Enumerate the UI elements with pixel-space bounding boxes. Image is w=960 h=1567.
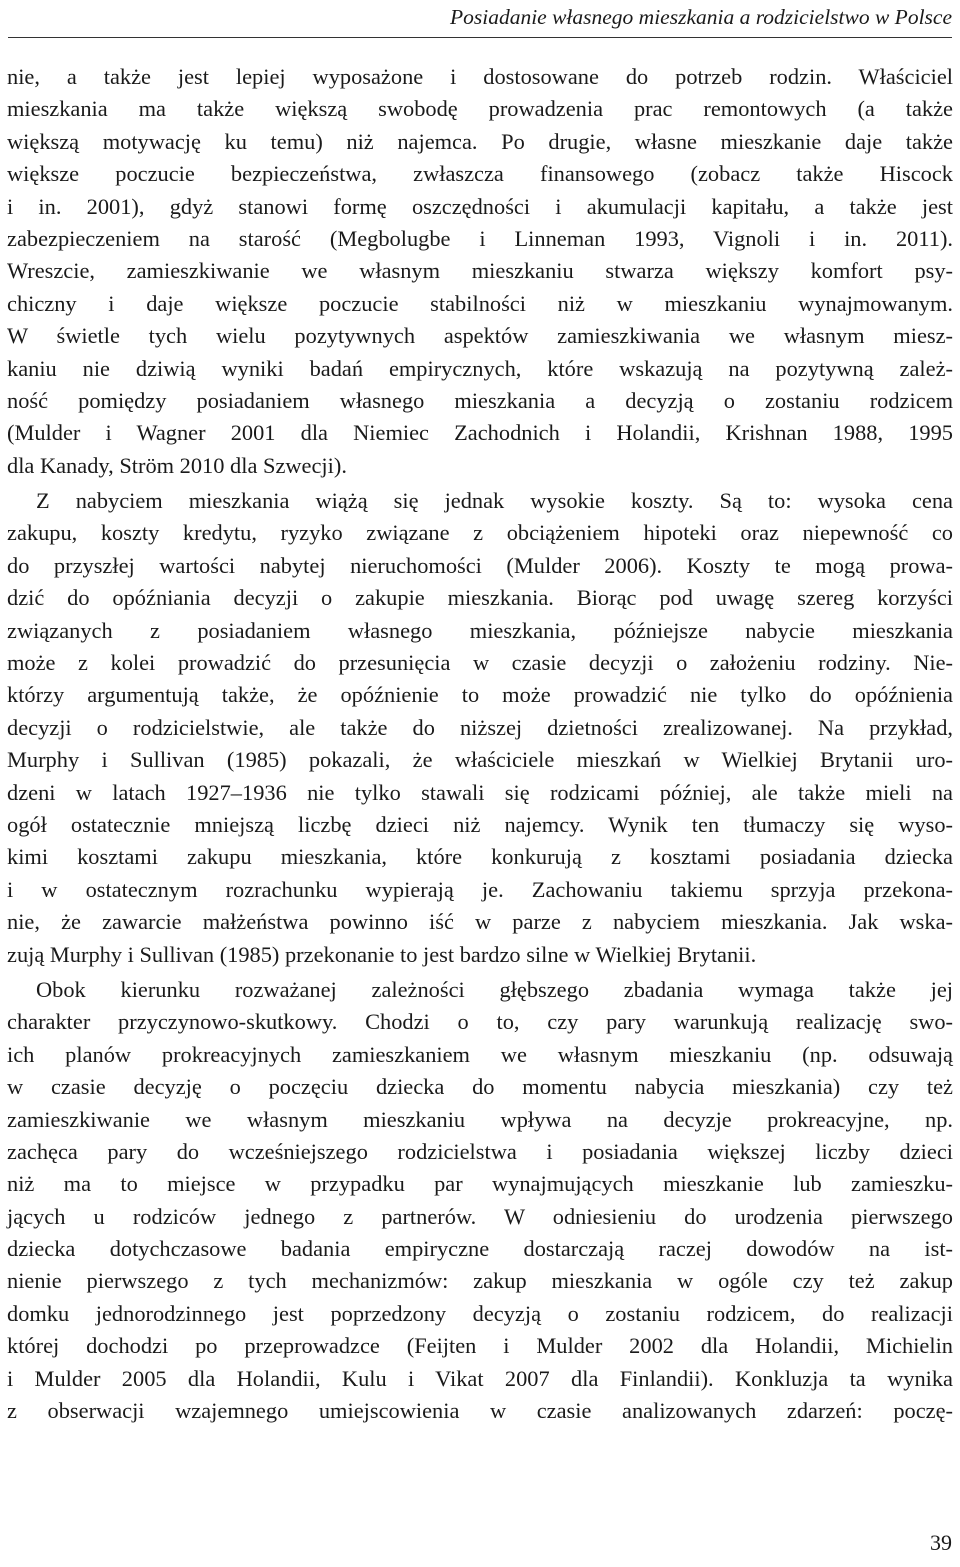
text-line: większą motywację ku temu) niż najemca. Po drugie, własne mieszkanie daje także: [7, 128, 953, 154]
text-line: chiczny i daje większe poczucie stabilności niż w mieszkaniu wynajmowanym.: [7, 290, 953, 316]
text-line: ich planów prokreacyjnych zamieszkaniem we własnym mieszkaniu (np. odsuwają: [7, 1041, 953, 1067]
text-line: decyzji o rodzicielstwie, ale także do niższej dzietności zrealizowanej. Na przykład,: [7, 714, 953, 740]
text-line: kimi kosztami zakupu mieszkania, które konkurują z kosztami posiadania dziecka: [7, 844, 953, 870]
text-line: mieszkania ma także większą swobodę prowadzenia prac remontowych (a także: [7, 96, 953, 122]
text-line: jących u rodziców jednego z partnerów. W odniesieniu do urodzenia pierwszego: [7, 1203, 953, 1229]
paragraph-start-line: Z nabyciem mieszkania wiążą się jednak wysokie koszty. Są to: wysoka cena: [36, 488, 953, 514]
running-title: Posiadanie własnego mieszkania a rodzicielstwo w Polsce: [449, 5, 952, 29]
text-line: Murphy i Sullivan (1985) pokazali, że właściciele mieszkań w Wielkiej Brytanii uro-: [7, 747, 953, 773]
text-line: której dochodzi po przeprowadzce (Feijten i Mulder 2002 dla Holandii, Michielin: [7, 1333, 953, 1359]
text-line: z obserwacji wzajemnego umiejscowienia w czasie analizowanych zdarzeń: poczę-: [7, 1398, 953, 1424]
text-line: nie, a także jest lepiej wyposażone i dostosowane do potrzeb rodzin. Właściciel: [7, 64, 953, 89]
text-line: do przyszłej wartości nabytej nieruchomości (Mulder 2006). Koszty te mogą prowa-: [7, 552, 953, 578]
text-line: Wreszcie, zamieszkiwanie we własnym mieszkaniu stwarza większy komfort psy-: [7, 258, 953, 284]
running-header: [8, 0, 952, 38]
text-line: nienie pierwszego z tych mechanizmów: zakup mieszkania w ogóle czy też zakup: [7, 1268, 953, 1294]
text-line: (Mulder i Wagner 2001 dla Niemiec Zachodnich i Holandii, Krishnan 1988, 1995: [7, 420, 953, 446]
text-line: związanych z posiadaniem własnego mieszkania, późniejsze nabycie mieszkania: [7, 617, 953, 643]
text-line: zabezpieczeniem na starość (Megbolugbe i Linneman 1993, Vignoli i in. 2011).: [7, 225, 953, 251]
text-line: kaniu nie dziwią wyniki badań empirycznych, które wskazują na pozytywną zależ-: [7, 355, 953, 381]
page-number: 39: [930, 1530, 952, 1555]
text-line: większe poczucie bezpieczeństwa, zwłaszcza finansowego (zobacz także Hiscock: [7, 161, 953, 187]
text-line: dziecka dotychczasowe badania empiryczne dostarczają raczej dowodów na ist-: [7, 1236, 953, 1262]
text-line: dzić do opóźniania decyzji o zakupie mieszkania. Biorąc pod uwagę szereg korzyści: [7, 585, 953, 611]
text-line: i in. 2001), gdyż stanowi formę oszczędności i akumulacji kapitału, a także jest: [7, 193, 953, 219]
text-line: dzeni w latach 1927–1936 nie tylko stawali się rodzicami później, ale także mieli na: [7, 779, 953, 805]
text-line: W świetle tych wielu pozytywnych aspektów zamieszkiwania we własnym miesz-: [7, 323, 953, 349]
text-line: [7, 1427, 953, 1459]
text-line: domku jednorodzinnego jest poprzedzony decyzją o zostaniu rodzicem, do realizacji: [7, 1300, 953, 1326]
paragraph-start-line: Obok kierunku rozważanej zależności głębszego zbadania wymaga także jej: [36, 976, 953, 1002]
text-line: w czasie decyzję o poczęciu dziecka do momentu nabycia mieszkania) czy też: [7, 1074, 953, 1100]
paragraph-end-line: zują Murphy i Sullivan (1985) przekonanie to jest bardzo silne w Wielkiej Brytanii.: [7, 941, 757, 967]
text-line: nie, że zawarcie małżeństwa powinno iść w parze z nabyciem mieszkania. Jak wska-: [7, 909, 953, 935]
body-text: [7, 61, 953, 1460]
text-line: i Mulder 2005 dla Holandii, Kulu i Vikat 2007 dla Finlandii). Konkluzja ta wynika: [7, 1365, 953, 1391]
text-line: którzy argumentują także, że opóźnienie to może prowadzić nie tylko do opóźnienia: [7, 682, 953, 708]
text-line: charakter przyczynowo-skutkowy. Chodzi o to, czy pary warunkują realizację swo-: [7, 1009, 953, 1035]
text-line: zakupu, koszty kredytu, ryzyko związane z obciążeniem hipoteki oraz niepewność co: [7, 520, 953, 546]
text-line: zamieszkiwanie we własnym mieszkaniu wpływa na decyzje prokreacyjne, np.: [7, 1106, 953, 1132]
text-line: niż ma to miejsce w przypadku par wynajmujących mieszkanie lub zamieszku-: [7, 1171, 953, 1197]
text-line: ność pomiędzy posiadaniem własnego mieszkania a decyzją o zostaniu rodzicem: [7, 387, 953, 413]
text-line: ogół ostatecznie mniejszą liczbę dzieci niż najemcy. Wynik ten tłumaczy się wyso-: [7, 811, 953, 837]
text-line: zachęca pary do wcześniejszego rodzicielstwa i posiadania większej liczby dzieci: [7, 1138, 953, 1164]
paragraph-end-line: dla Kanady, Ström 2010 dla Szwecji).: [7, 452, 347, 478]
text-line: i w ostatecznym rozrachunku wypierają je. Zachowaniu takiemu sprzyja przekona-: [7, 876, 953, 902]
text-line: może z kolei prowadzić do przesunięcia w czasie decyzji o założeniu rodziny. Nie-: [7, 650, 953, 676]
